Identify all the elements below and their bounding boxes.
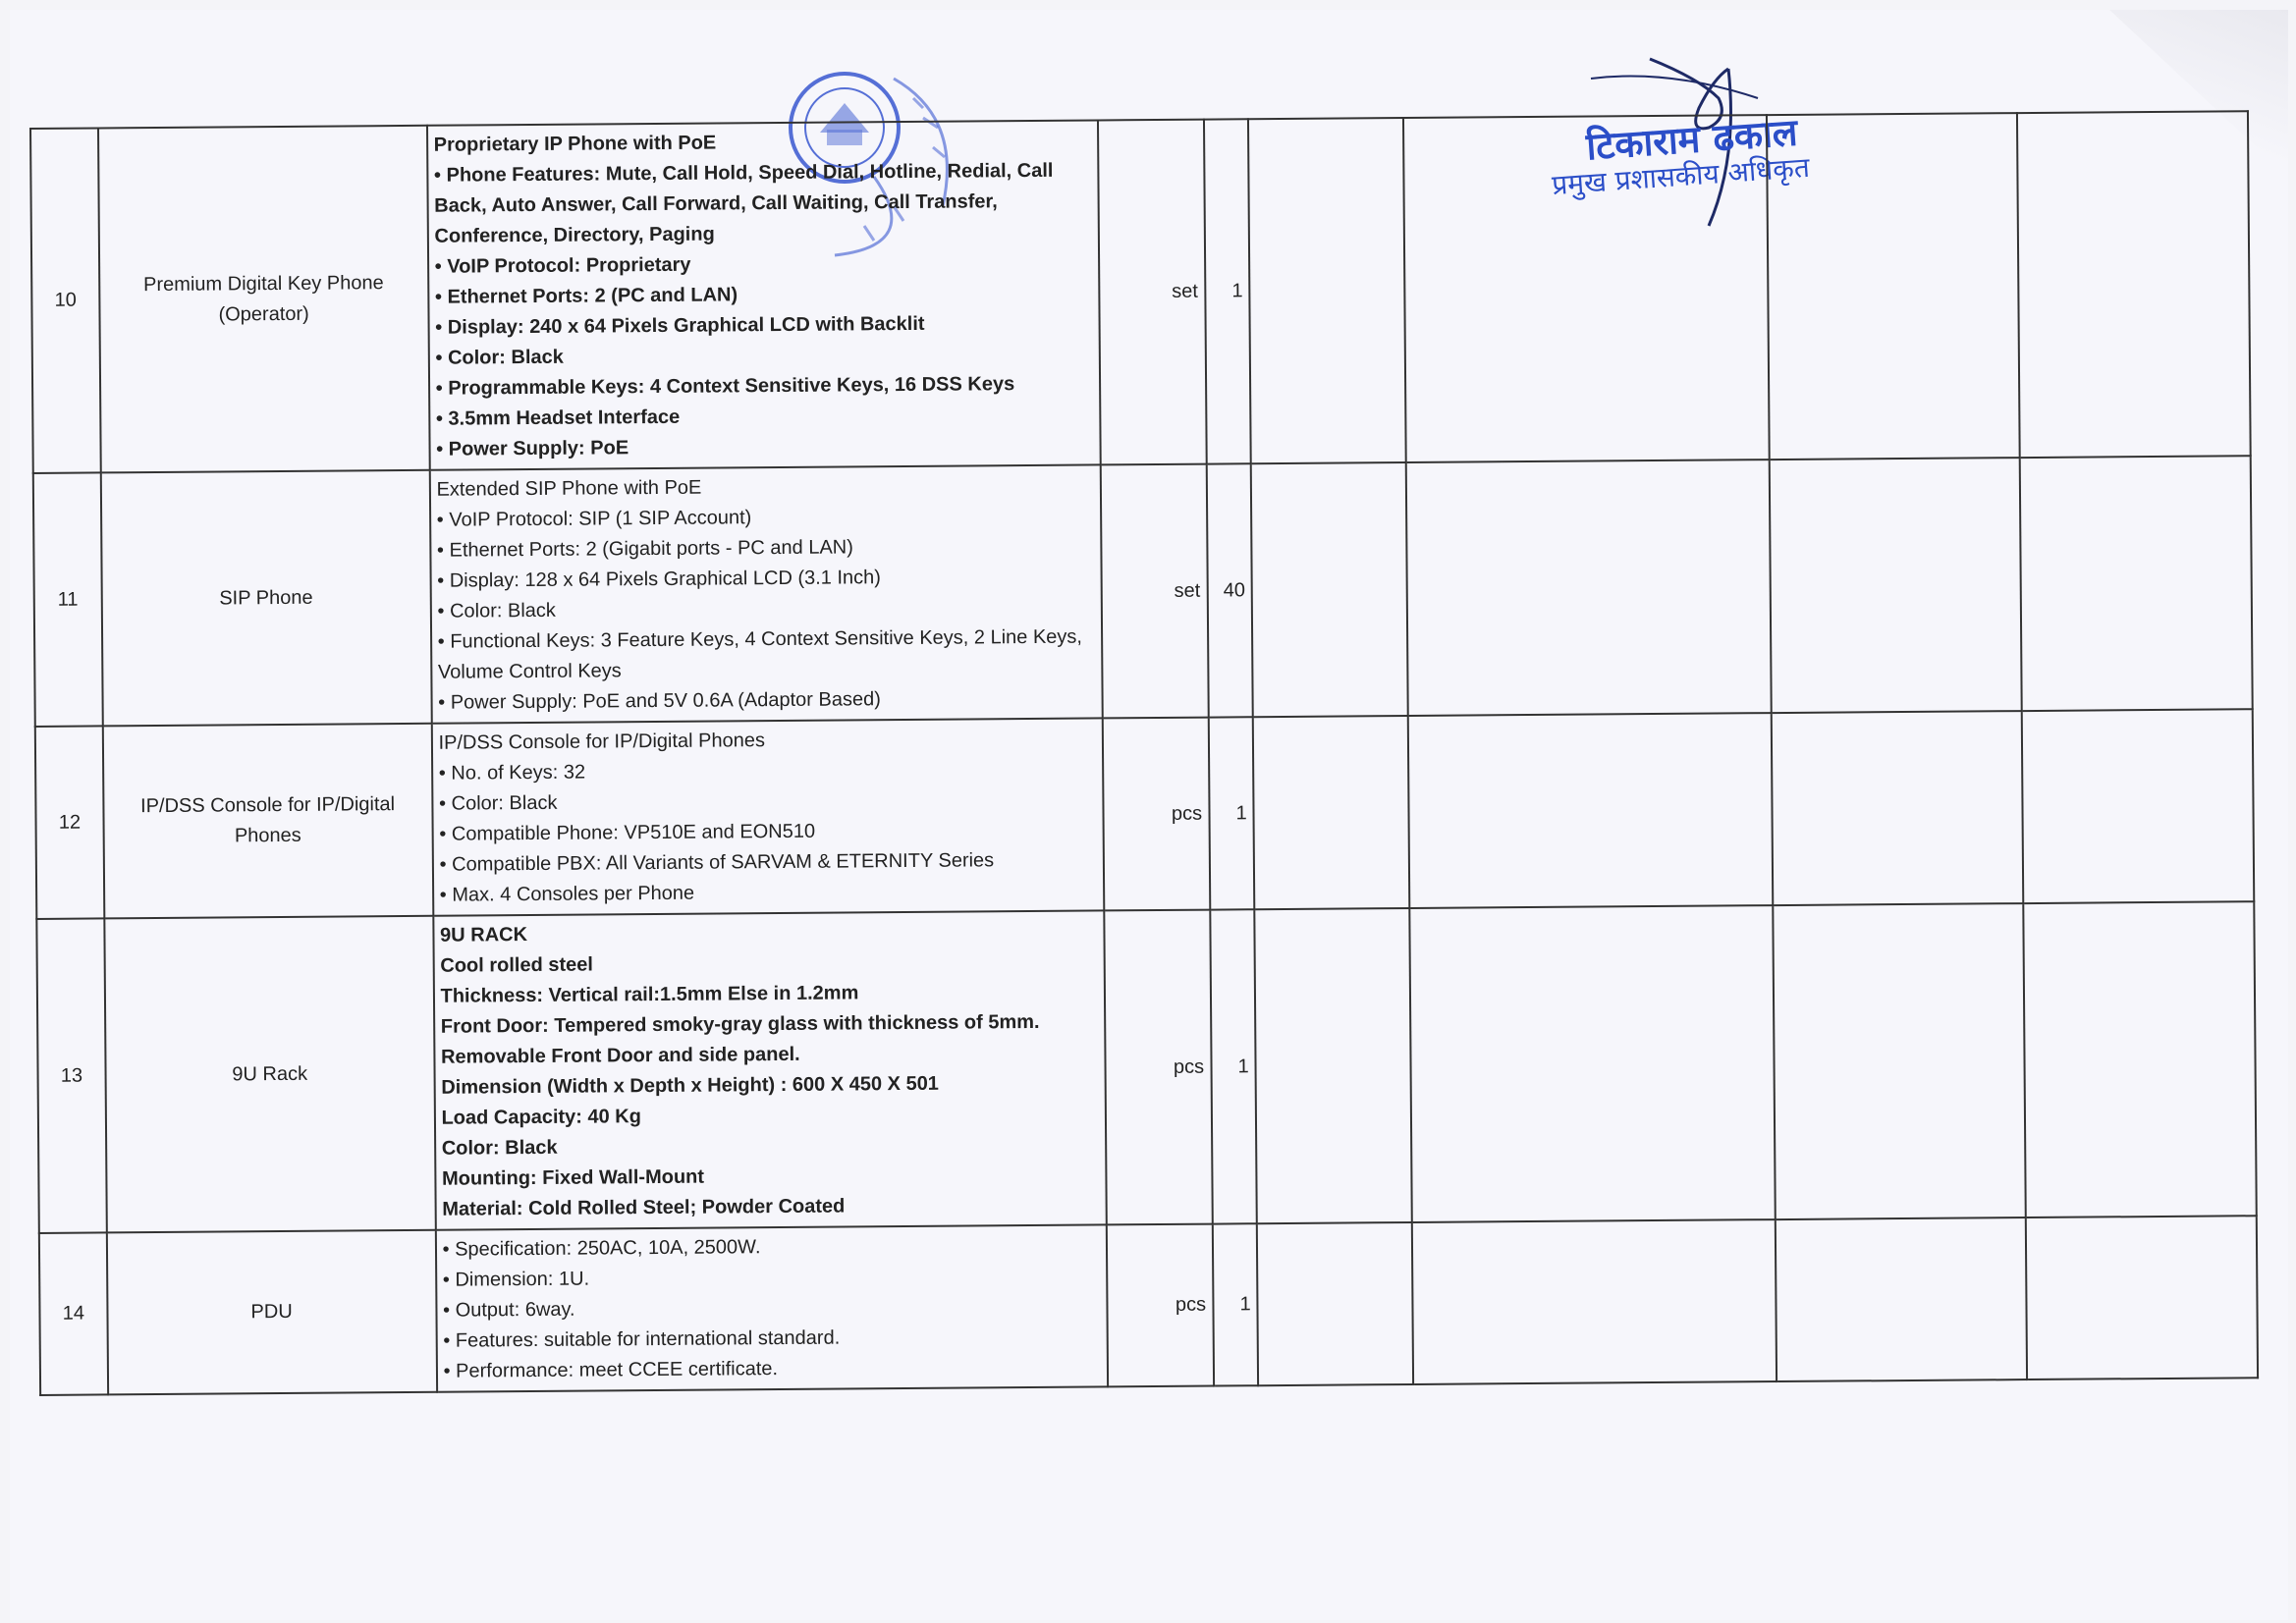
spec-list-item: • Ethernet Ports: 2 (PC and LAN) [435,278,1093,313]
spec-list-item: • Programmable Keys: 4 Context Sensitive Keys, 16 DSS Keys [436,369,1094,405]
spec-list-item: • 3.5mm Headset Interface [436,400,1094,435]
item-name-cell: Premium Digital Key Phone (Operator) [98,126,430,473]
empty-cell [1408,713,1773,908]
unit-cell: pcs [1104,910,1212,1225]
spec-list-item: • Specification: 250AC, 10A, 2500W. [442,1229,1100,1265]
spec-list-item: • Features: suitable for international standard. [443,1321,1101,1356]
empty-cell [1254,908,1412,1223]
empty-cell [2019,456,2252,711]
spec-title: IP/DSS Console for IP/Digital Phones [438,730,766,754]
specification-cell [429,464,1102,723]
spec-title: 9U RACK [439,924,528,947]
spec-line: Removable Front Door and side panel. [440,1043,800,1068]
empty-cell [1251,462,1408,717]
spec-list-item: • Power Supply: PoE [436,429,1094,464]
empty-cell [1767,113,2019,460]
quantity-cell: 1 [1204,119,1251,463]
table-row [35,709,2254,919]
item-name-cell: 9U Rack [104,916,435,1233]
empty-cell [2023,901,2257,1217]
empty-cell [1410,905,1776,1222]
empty-cell [1406,460,1772,716]
empty-cell [2017,111,2251,458]
spec-list-item: • Compatible Phone: VP510E and EON510 [439,814,1097,849]
spec-list [434,156,1094,465]
spec-list-item: • Dimension: 1U. [443,1260,1101,1295]
empty-cell [2021,709,2254,903]
quantity-cell: 1 [1208,717,1254,909]
spec-list-item: • Power Supply: PoE and 5V 0.6A (Adaptor Based) [438,682,1096,718]
quantity-cell: 40 [1206,463,1253,717]
spec-list-item: • Performance: meet CCEE certificate. [443,1351,1101,1386]
quantity-cell: 1 [1210,909,1257,1223]
spec-list-item: • Compatible PBX: All Variants of SARVAM & ETERNITY Series [439,844,1097,880]
spec-list-item: • VoIP Protocol: SIP (1 SIP Account) [437,500,1095,535]
quantity-cell: 1 [1212,1223,1258,1385]
empty-cell [1253,716,1410,909]
empty-cell [1257,1222,1414,1385]
empty-cell [1776,1217,2027,1381]
spec-list-item: • VoIP Protocol: Proprietary [435,247,1093,283]
table-row [33,456,2253,727]
empty-cell [2026,1216,2259,1380]
spec-line: Material: Cold Rolled Steel; Powder Coated [442,1195,846,1220]
spec-title: Extended SIP Phone with PoE [436,476,702,501]
serial-number-cell: 13 [36,918,106,1233]
item-name-cell: IP/DSS Console for IP/Digital Phones [102,724,432,919]
spec-list-item: • Color: Black [437,591,1095,626]
spec-list [442,1229,1101,1386]
spec-list-item: • Color: Black [439,784,1097,819]
spec-list-item: • Phone Features: Mute, Call Hold, Speed Dial, Hotline, Redial, Call Back, Auto Answer, Call Forward, Call Waiting, Call Transfer, Conference, Directory, Paging [434,156,1092,252]
table-row [36,901,2256,1233]
spec-title: Proprietary IP Phone with PoE [433,132,717,156]
unit-cell: set [1098,120,1206,465]
empty-cell [1770,458,2021,713]
empty-cell [1248,118,1406,463]
table-row [39,1216,2258,1395]
empty-cell [1403,115,1770,462]
spec-list-item: • Color: Black [435,339,1093,374]
spec-list-item: • Max. 4 Consoles per Phone [440,875,1098,910]
specification-table [29,110,2259,1396]
item-name-cell: PDU [107,1230,437,1395]
specification-cell [427,120,1101,469]
unit-cell: pcs [1103,718,1210,911]
specification-cell [431,718,1104,915]
serial-number-cell: 11 [33,472,103,727]
empty-cell [1772,711,2023,905]
spec-line: Cool rolled steel [440,953,594,977]
empty-cell [1774,903,2026,1219]
spec-lines [440,946,1100,1224]
spec-line: Load Capacity: 40 Kg [441,1106,642,1129]
serial-number-cell: 14 [39,1232,108,1395]
spec-list-item: • No. of Keys: 32 [439,753,1097,788]
empty-cell [1412,1219,1777,1384]
serial-number-cell: 10 [30,128,100,473]
table-row [30,111,2251,473]
item-name-cell: SIP Phone [100,470,431,727]
spec-list [437,500,1096,718]
signatory-name: टिकाराम ढकाल [1584,110,1799,169]
unit-cell: set [1101,464,1209,719]
spec-list-item: • Output: 6way. [443,1290,1101,1325]
spec-list-item: • Ethernet Ports: 2 (Gigabit ports - PC and LAN) [437,530,1095,566]
spec-line: Mounting: Fixed Wall-Mount [441,1165,705,1190]
serial-number-cell: 12 [35,726,104,919]
spec-list-item: • Display: 128 x 64 Pixels Graphical LCD (3.1 Inch) [437,561,1095,596]
spec-line: Color: Black [441,1136,558,1160]
unit-cell: pcs [1107,1224,1214,1387]
spec-line: Front Door: Tempered smoky-gray glass with thickness of 5mm. [440,1010,1040,1038]
specification-cell [433,910,1107,1229]
spec-list-item: • Display: 240 x 64 Pixels Graphical LCD with Backlit [435,308,1093,344]
spec-list [439,753,1098,910]
signatory-title: प्रमुख प्रशासकीय अधिकृत [1551,150,1811,202]
spec-line: Thickness: Vertical rail:1.5mm Else in 1.2mm [440,982,859,1007]
spec-line: Dimension (Width x Depth x Height) : 600 X 450 X 501 [441,1072,939,1099]
specification-cell [435,1224,1108,1391]
spec-list-item: • Functional Keys: 3 Feature Keys, 4 Context Sensitive Keys, 2 Line Keys, Volume Control Keys [438,622,1096,687]
